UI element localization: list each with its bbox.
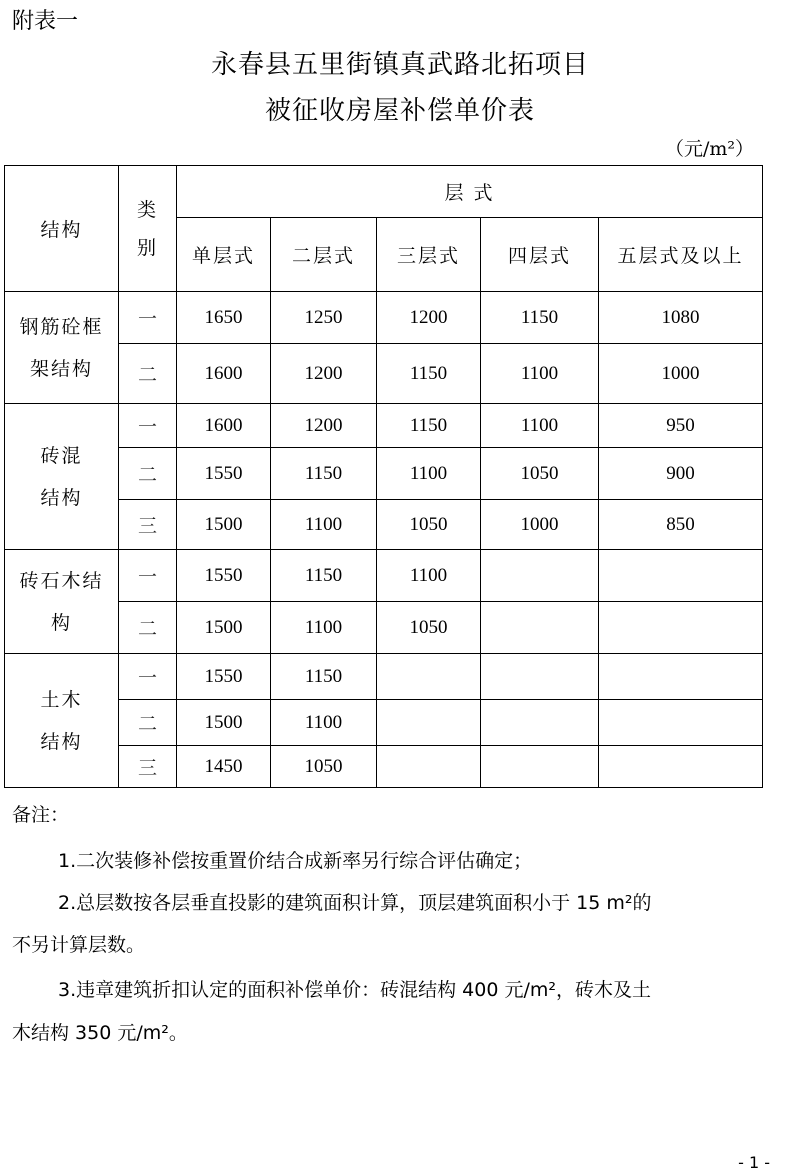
- structure-name: 砖混 结构: [5, 404, 119, 550]
- price-cell: 1600: [177, 404, 271, 448]
- price-cell: 1080: [599, 292, 763, 344]
- class-cell: 一: [119, 654, 177, 700]
- note-2-line2: 不另计算层数。: [12, 934, 146, 956]
- structure-name: 砖石木结 构: [5, 550, 119, 654]
- header-floor-group: 层 式: [177, 166, 763, 218]
- table-row: [5, 500, 763, 550]
- class-cell: 二: [119, 700, 177, 746]
- price-cell: [377, 700, 481, 746]
- price-cell: 1600: [177, 344, 271, 404]
- price-cell: 1100: [481, 344, 599, 404]
- price-cell: 1450: [177, 746, 271, 788]
- price-cell: [377, 654, 481, 700]
- price-cell: 1150: [271, 448, 377, 500]
- price-cell: 1100: [377, 550, 481, 602]
- table-row: [5, 550, 763, 602]
- price-cell: [481, 654, 599, 700]
- table-row: [5, 700, 763, 746]
- class-cell: 一: [119, 292, 177, 344]
- price-cell: [481, 700, 599, 746]
- header-col-1: 单层式: [177, 218, 271, 292]
- price-cell: [481, 602, 599, 654]
- class-cell: 三: [119, 746, 177, 788]
- document-title-line2: 被征收房屋补偿单价表: [264, 96, 535, 126]
- price-cell: 1650: [177, 292, 271, 344]
- class-cell: 二: [119, 602, 177, 654]
- class-cell: 一: [119, 550, 177, 602]
- price-cell: 950: [599, 404, 763, 448]
- price-cell: [599, 654, 763, 700]
- header-col-3: 三层式: [377, 218, 481, 292]
- table-row: [5, 746, 763, 788]
- price-cell: 1100: [271, 700, 377, 746]
- price-cell: 1100: [377, 448, 481, 500]
- price-cell: 1150: [271, 550, 377, 602]
- price-cell: 1050: [481, 448, 599, 500]
- table-row: [5, 448, 763, 500]
- price-cell: 1150: [481, 292, 599, 344]
- header-col-4: 四层式: [481, 218, 599, 292]
- notes-title: 备注：: [12, 804, 70, 826]
- price-cell: [599, 746, 763, 788]
- price-cell: 1100: [271, 500, 377, 550]
- price-cell: 1550: [177, 654, 271, 700]
- price-cell: 1200: [377, 292, 481, 344]
- price-cell: [377, 746, 481, 788]
- page-number: - 1 -: [738, 1153, 770, 1172]
- class-cell: 二: [119, 448, 177, 500]
- note-3-line2: 木结构 350 元/m²。: [12, 1022, 188, 1044]
- price-cell: 1550: [177, 550, 271, 602]
- table-row: [5, 602, 763, 654]
- price-cell: 1500: [177, 500, 271, 550]
- price-cell: 850: [599, 500, 763, 550]
- price-cell: 1050: [271, 746, 377, 788]
- price-cell: [599, 550, 763, 602]
- header-col-2: 二层式: [271, 218, 377, 292]
- note-2-line1: 2.总层数按各层垂直投影的建筑面积计算，顶层建筑面积小于 15 m²的: [58, 892, 652, 914]
- note-1: 1.二次装修补偿按重置价结合成新率另行综合评估确定；: [58, 850, 533, 872]
- header-col-5: 五层式及以上: [599, 218, 763, 292]
- structure-name: 钢筋砼框 架结构: [5, 292, 119, 404]
- price-cell: 1000: [599, 344, 763, 404]
- header-structure: 结构: [5, 166, 119, 292]
- price-cell: [599, 602, 763, 654]
- appendix-label: 附表一: [12, 9, 79, 34]
- unit-label: （元/m²）: [664, 138, 754, 160]
- table-row: [5, 292, 763, 344]
- structure-name: 土木 结构: [5, 654, 119, 788]
- price-cell: 1100: [481, 404, 599, 448]
- class-cell: 一: [119, 404, 177, 448]
- compensation-price-table: [4, 165, 763, 788]
- class-cell: 二: [119, 344, 177, 404]
- price-cell: 1050: [377, 500, 481, 550]
- price-cell: 1150: [377, 344, 481, 404]
- price-cell: [481, 550, 599, 602]
- class-cell: 三: [119, 500, 177, 550]
- price-cell: 1200: [271, 404, 377, 448]
- price-cell: 1100: [271, 602, 377, 654]
- price-cell: 1050: [377, 602, 481, 654]
- price-cell: 900: [599, 448, 763, 500]
- header-row-1: [5, 166, 763, 218]
- price-cell: 1150: [271, 654, 377, 700]
- price-cell: 1250: [271, 292, 377, 344]
- price-cell: [481, 746, 599, 788]
- header-class: 类 别: [119, 166, 177, 292]
- price-cell: 1500: [177, 700, 271, 746]
- table-row: [5, 344, 763, 404]
- table-row: [5, 404, 763, 448]
- document-title-line1: 永春县五里街镇真武路北拓项目: [210, 50, 589, 80]
- table-row: [5, 654, 763, 700]
- note-3-line1: 3.违章建筑折扣认定的面积补偿单价：砖混结构 400 元/m²，砖木及土: [58, 979, 652, 1001]
- price-cell: 1550: [177, 448, 271, 500]
- price-cell: 1200: [271, 344, 377, 404]
- price-cell: 1500: [177, 602, 271, 654]
- price-cell: 1150: [377, 404, 481, 448]
- price-cell: [599, 700, 763, 746]
- price-cell: 1000: [481, 500, 599, 550]
